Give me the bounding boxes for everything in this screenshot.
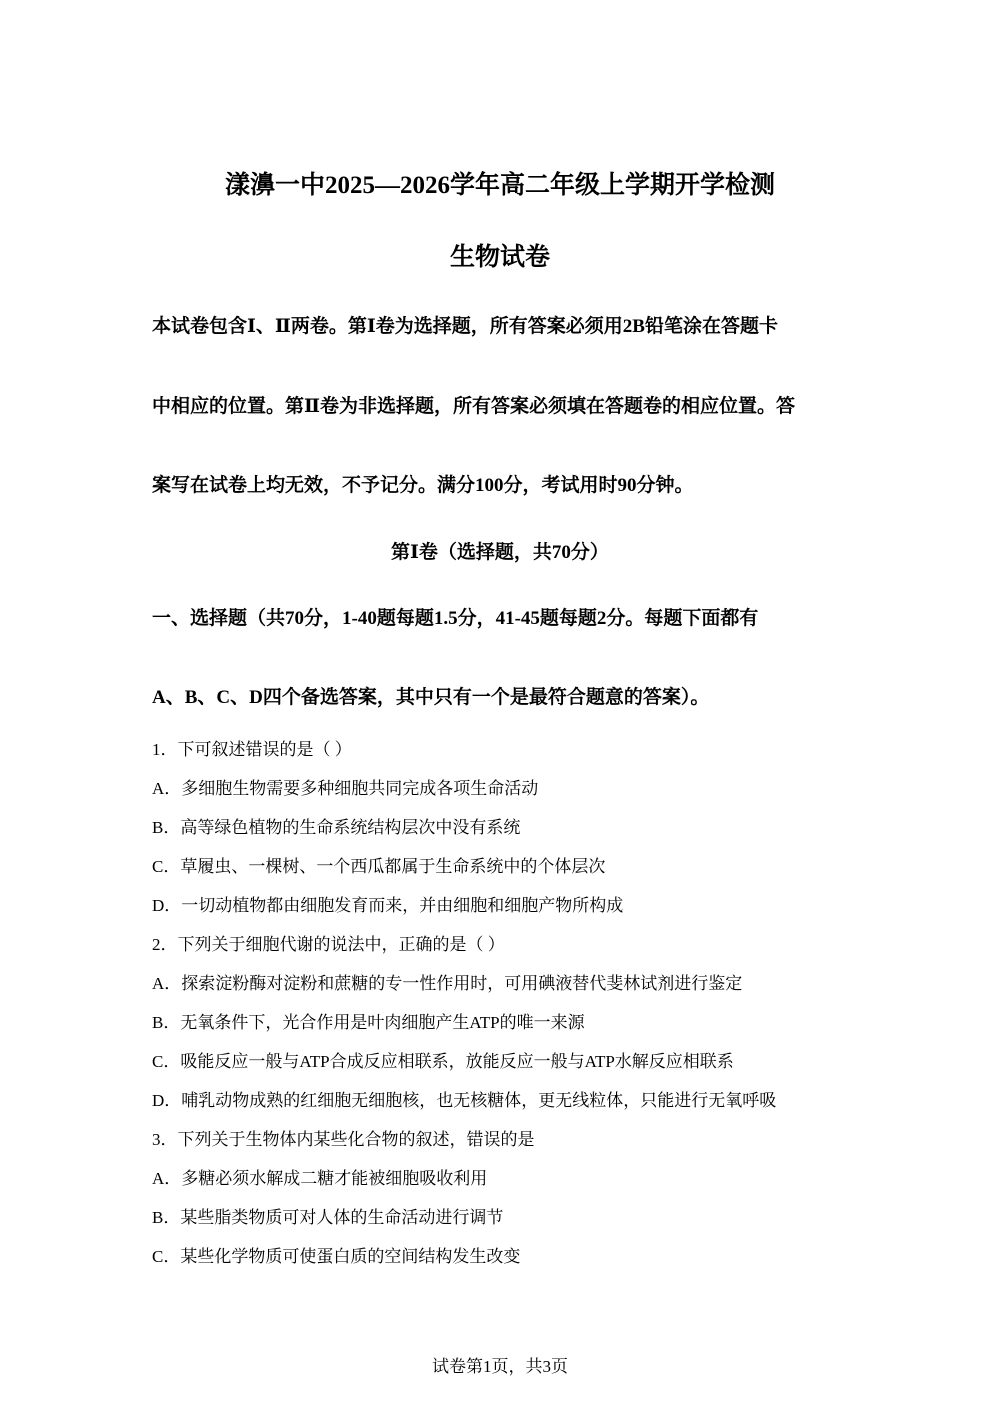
question-option: C．吸能反应一般与ATP合成反应相联系，放能反应一般与ATP水解反应相联系 xyxy=(152,1052,734,1071)
section-instructions: 一、选择题（共70分，1-40题每题1.5分，41-45题每题2分。每题下面都有 xyxy=(152,608,759,629)
question-stem: 3．下列关于生物体内某些化合物的叙述，错误的是 xyxy=(152,1130,535,1149)
page-number: 试卷第1页，共3页 xyxy=(432,1357,568,1376)
question-option: B．高等绿色植物的生命系统结构层次中没有系统 xyxy=(152,818,521,837)
instructions-line: 本试卷包含Ⅰ、Ⅱ两卷。第Ⅰ卷为选择题，所有答案必须用2B铅笔涂在答题卡 xyxy=(152,316,778,337)
question-option: D．一切动植物都由细胞发育而来，并由细胞和细胞产物所构成 xyxy=(152,896,624,915)
instructions-line: 案写在试卷上均无效，不予记分。满分100分，考试用时90分钟。 xyxy=(152,475,694,496)
exam-title: 漾濞一中2025—2026学年高二年级上学期开学检测 xyxy=(224,172,775,199)
question-option: B．某些脂类物质可对人体的生命活动进行调节 xyxy=(152,1208,504,1227)
question-option: C．草履虫、一棵树、一个西瓜都属于生命系统中的个体层次 xyxy=(152,857,606,876)
question-option: D．哺乳动物成熟的红细胞无细胞核，也无核糖体，更无线粒体，只能进行无氧呼吸 xyxy=(152,1091,777,1110)
section-instructions: A、B、C、D四个备选答案，其中只有一个是最符合题意的答案）。 xyxy=(152,687,710,708)
question-option: A．探索淀粉酶对淀粉和蔗糖的专一性作用时，可用碘液替代斐林试剂进行鉴定 xyxy=(152,974,743,993)
part-heading: 第Ⅰ卷（选择题，共70分） xyxy=(391,542,609,563)
question-stem: 1．下可叙述错误的是（ ） xyxy=(152,740,352,759)
question-option: B．无氧条件下，光合作用是叶肉细胞产生ATP的唯一来源 xyxy=(152,1013,585,1032)
question-option: A．多糖必须水解成二糖才能被细胞吸收利用 xyxy=(152,1169,488,1188)
question-option: C．某些化学物质可使蛋白质的空间结构发生改变 xyxy=(152,1247,521,1266)
question-option: A．多细胞生物需要多种细胞共同完成各项生命活动 xyxy=(152,779,539,798)
question-stem: 2．下列关于细胞代谢的说法中，正确的是（ ） xyxy=(152,935,505,954)
instructions-line: 中相应的位置。第Ⅱ卷为非选择题，所有答案必须填在答题卷的相应位置。答 xyxy=(152,396,796,417)
exam-subtitle: 生物试卷 xyxy=(449,244,550,271)
